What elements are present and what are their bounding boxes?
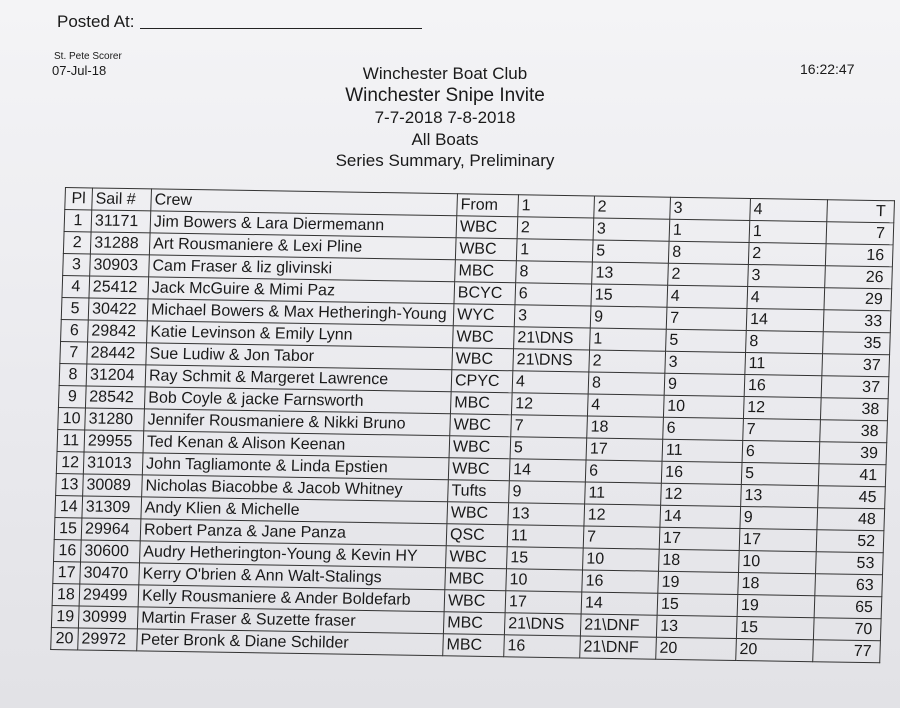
race-2-cell: 4 xyxy=(587,394,664,417)
club-cell: BCYC xyxy=(454,282,516,305)
race-4-cell: 20 xyxy=(736,638,814,661)
race-4-cell: 4 xyxy=(747,286,825,309)
race-3-cell: 17 xyxy=(659,527,740,550)
total-cell: 45 xyxy=(818,486,886,509)
total-cell: 52 xyxy=(816,530,884,553)
club-cell: WBC xyxy=(453,326,515,349)
race-1-cell: 3 xyxy=(514,305,591,328)
sail-number-cell: 30470 xyxy=(80,562,140,585)
race-3-cell: 12 xyxy=(661,483,742,506)
posted-at-blank-line xyxy=(140,28,422,29)
race-1-cell: 4 xyxy=(512,371,589,394)
col-header-from: From xyxy=(457,194,519,217)
crew-cell: Katie Levinson & Emily Lynn xyxy=(147,321,454,348)
sail-number-cell: 30903 xyxy=(90,254,150,277)
club-cell: Tufts xyxy=(448,480,510,503)
sail-number-cell: 29955 xyxy=(84,430,144,453)
race-3-cell: 9 xyxy=(664,373,745,396)
sail-number-cell: 29964 xyxy=(81,518,141,541)
sail-number-cell: 25412 xyxy=(89,276,149,299)
total-cell: 38 xyxy=(820,420,888,443)
col-header-total: T xyxy=(827,200,895,223)
place-cell: 7 xyxy=(60,342,88,364)
total-cell: 48 xyxy=(817,508,885,531)
race-4-cell: 11 xyxy=(745,352,823,375)
race-3-cell: 16 xyxy=(661,461,742,484)
event-dates: 7-7-2018 7-8-2018 xyxy=(374,108,516,127)
club-title: Winchester Boat Club xyxy=(362,64,528,83)
race-1-cell: 1 xyxy=(516,239,593,262)
crew-cell: Audry Hetherington-Young & Kevin HY xyxy=(140,541,447,568)
total-cell: 16 xyxy=(825,244,893,267)
race-1-cell: 11 xyxy=(507,525,584,548)
summary-label: Series Summary, Preliminary xyxy=(335,151,555,170)
place-cell: 3 xyxy=(63,254,91,276)
club-cell: WBC xyxy=(448,458,510,481)
sail-number-cell: 29842 xyxy=(88,320,148,343)
total-cell: 29 xyxy=(824,288,892,311)
sail-number-cell: 28442 xyxy=(87,342,147,365)
club-cell: CPYC xyxy=(451,370,513,393)
race-4-cell: 9 xyxy=(740,506,818,529)
sail-number-cell: 30089 xyxy=(83,474,143,497)
race-3-cell: 5 xyxy=(666,329,747,352)
race-3-cell: 4 xyxy=(667,285,748,308)
crew-cell: Nicholas Biacobbe & Jacob Whitney xyxy=(142,475,449,502)
race-2-cell: 10 xyxy=(583,548,660,571)
club-cell: WBC xyxy=(446,546,508,569)
crew-cell: Bob Coyle & jacke Farnsworth xyxy=(144,387,451,414)
race-3-cell: 15 xyxy=(657,593,738,616)
sail-number-cell: 29499 xyxy=(79,584,139,607)
club-cell: WBC xyxy=(449,436,511,459)
race-3-cell: 10 xyxy=(663,395,744,418)
place-cell: 8 xyxy=(59,364,87,386)
race-2-cell: 18 xyxy=(587,416,664,439)
race-1-cell: 16 xyxy=(504,635,581,658)
race-3-cell: 11 xyxy=(662,439,743,462)
race-1-cell: 21\DNS xyxy=(514,327,591,350)
col-header-race-3: 3 xyxy=(670,197,751,220)
sail-number-cell: 31288 xyxy=(90,232,150,255)
race-4-cell: 16 xyxy=(744,374,822,397)
sail-number-cell: 31013 xyxy=(83,452,143,475)
place-cell: 1 xyxy=(64,210,92,232)
event-title: Winchester Snipe Invite xyxy=(345,85,545,106)
place-cell: 11 xyxy=(57,430,85,452)
race-2-cell: 15 xyxy=(591,284,668,307)
total-cell: 37 xyxy=(822,354,890,377)
race-2-cell: 13 xyxy=(592,262,669,285)
total-cell: 33 xyxy=(823,310,891,333)
race-1-cell: 8 xyxy=(516,261,593,284)
crew-cell: John Tagliamonte & Linda Epstien xyxy=(142,453,449,480)
club-cell: QSC xyxy=(446,524,508,547)
race-4-cell: 13 xyxy=(741,484,819,507)
race-3-cell: 6 xyxy=(663,417,744,440)
results-body xyxy=(51,210,894,663)
total-cell: 35 xyxy=(823,332,891,355)
race-1-cell: 9 xyxy=(509,481,586,504)
race-1-cell: 5 xyxy=(510,437,587,460)
place-cell: 9 xyxy=(58,386,86,408)
crew-cell: Jennifer Rousmaniere & Nikki Bruno xyxy=(144,409,451,436)
race-2-cell: 21\DNF xyxy=(580,614,657,637)
place-cell: 18 xyxy=(52,584,80,606)
race-2-cell: 3 xyxy=(593,218,670,241)
club-cell: MBC xyxy=(450,392,512,415)
race-4-cell: 8 xyxy=(746,330,824,353)
total-cell: 77 xyxy=(813,640,881,663)
scorer-name: St. Pete Scorer xyxy=(54,51,122,62)
total-cell: 38 xyxy=(820,398,888,421)
race-4-cell: 19 xyxy=(737,594,815,617)
crew-cell: Sue Ludiw & Jon Tabor xyxy=(146,343,453,370)
place-cell: 13 xyxy=(56,474,84,496)
crew-cell: Art Rousmaniere & Lexi Pline xyxy=(149,233,456,260)
race-2-cell: 6 xyxy=(585,460,662,483)
total-cell: 41 xyxy=(818,464,886,487)
fleet-label: All Boats xyxy=(411,130,479,149)
race-1-cell: 12 xyxy=(511,393,588,416)
place-cell: 20 xyxy=(51,628,79,650)
race-4-cell: 10 xyxy=(739,550,817,573)
crew-cell: Cam Fraser & liz glivinski xyxy=(149,255,456,282)
race-3-cell: 1 xyxy=(669,219,750,242)
race-1-cell: 17 xyxy=(505,591,582,614)
race-4-cell: 18 xyxy=(738,572,816,595)
club-cell: MBC xyxy=(443,634,505,657)
race-3-cell: 3 xyxy=(665,351,746,374)
race-4-cell: 15 xyxy=(736,616,814,639)
crew-cell: Kelly Rousmaniere & Ander Boldefarb xyxy=(138,585,445,612)
club-cell: MBC xyxy=(455,260,517,283)
race-4-cell: 1 xyxy=(749,220,827,243)
race-2-cell: 17 xyxy=(586,438,663,461)
sail-number-cell: 31309 xyxy=(82,496,142,519)
crew-cell: Jack McGuire & Mimi Paz xyxy=(148,277,455,304)
race-3-cell: 14 xyxy=(660,505,741,528)
race-1-cell: 6 xyxy=(515,283,592,306)
race-2-cell: 5 xyxy=(592,240,669,263)
total-cell: 7 xyxy=(826,222,894,245)
crew-cell: Jim Bowers & Lara Diermemann xyxy=(150,211,457,238)
race-4-cell: 3 xyxy=(748,264,826,287)
crew-cell: Robert Panza & Jane Panza xyxy=(140,519,447,546)
sail-number-cell: 30422 xyxy=(88,298,148,321)
race-3-cell: 18 xyxy=(659,549,740,572)
col-header-sail: Sail # xyxy=(92,188,152,211)
sail-number-cell: 29972 xyxy=(78,628,138,651)
race-4-cell: 6 xyxy=(742,440,820,463)
crew-cell: Kerry O'brien & Ann Walt-Stalings xyxy=(139,563,446,590)
race-2-cell: 21\DNF xyxy=(580,636,657,659)
race-2-cell: 16 xyxy=(582,570,659,593)
race-1-cell: 21\DNS xyxy=(513,349,590,372)
place-cell: 4 xyxy=(62,276,90,298)
total-cell: 65 xyxy=(814,596,882,619)
race-3-cell: 19 xyxy=(658,571,739,594)
place-cell: 2 xyxy=(63,232,91,254)
total-cell: 26 xyxy=(825,266,893,289)
club-cell: WBC xyxy=(455,238,517,261)
sail-number-cell: 31171 xyxy=(91,210,151,233)
race-4-cell: 5 xyxy=(741,462,819,485)
race-3-cell: 2 xyxy=(668,263,749,286)
place-cell: 14 xyxy=(55,496,83,518)
club-cell: WBC xyxy=(452,348,514,371)
total-cell: 53 xyxy=(816,552,884,575)
race-4-cell: 2 xyxy=(748,242,826,265)
race-1-cell: 15 xyxy=(507,547,584,570)
col-header-race-4: 4 xyxy=(750,198,828,221)
race-1-cell: 7 xyxy=(511,415,588,438)
race-3-cell: 20 xyxy=(656,637,737,660)
place-cell: 19 xyxy=(51,606,79,628)
club-cell: WBC xyxy=(447,502,509,525)
race-3-cell: 8 xyxy=(668,241,749,264)
race-2-cell: 2 xyxy=(589,350,666,373)
results-table xyxy=(50,187,895,663)
col-header-place: Pl xyxy=(65,188,93,210)
sail-number-cell: 30600 xyxy=(81,540,141,563)
col-header-crew: Crew xyxy=(151,189,458,216)
col-header-race-1: 1 xyxy=(518,195,595,218)
race-2-cell: 9 xyxy=(590,306,667,329)
club-cell: MBC xyxy=(443,612,505,635)
race-2-cell: 7 xyxy=(583,526,660,549)
race-2-cell: 14 xyxy=(581,592,658,615)
place-cell: 17 xyxy=(53,562,81,584)
place-cell: 10 xyxy=(58,408,86,430)
posted-at-label: Posted At: xyxy=(57,12,135,31)
race-1-cell: 2 xyxy=(517,217,594,240)
total-cell: 70 xyxy=(813,618,881,641)
race-2-cell: 8 xyxy=(588,372,665,395)
crew-cell: Martin Fraser & Suzette fraser xyxy=(137,607,444,634)
place-cell: 6 xyxy=(61,320,89,342)
sail-number-cell: 31204 xyxy=(86,364,146,387)
race-4-cell: 12 xyxy=(743,396,821,419)
race-1-cell: 13 xyxy=(508,503,585,526)
race-4-cell: 17 xyxy=(739,528,817,551)
race-2-cell: 1 xyxy=(590,328,667,351)
report-time: 16:22:47 xyxy=(800,61,855,77)
sail-number-cell: 31280 xyxy=(85,408,145,431)
crew-cell: Michael Bowers & Max Hetheringh-Young xyxy=(147,299,454,326)
race-3-cell: 7 xyxy=(666,307,747,330)
race-1-cell: 21\DNS xyxy=(504,613,581,636)
place-cell: 15 xyxy=(54,518,82,540)
race-4-cell: 14 xyxy=(746,308,824,331)
total-cell: 63 xyxy=(815,574,883,597)
place-cell: 12 xyxy=(56,452,84,474)
place-cell: 16 xyxy=(54,540,82,562)
club-cell: WBC xyxy=(456,216,518,239)
total-cell: 37 xyxy=(821,376,889,399)
total-cell: 39 xyxy=(819,442,887,465)
sail-number-cell: 28542 xyxy=(85,386,145,409)
race-2-cell: 11 xyxy=(585,482,662,505)
club-cell: MBC xyxy=(445,568,507,591)
club-cell: WBC xyxy=(444,590,506,613)
sail-number-cell: 30999 xyxy=(78,606,138,629)
col-header-race-2: 2 xyxy=(594,196,671,219)
report-date: 07-Jul-18 xyxy=(52,63,107,78)
race-1-cell: 14 xyxy=(509,459,586,482)
crew-cell: Andy Klien & Michelle xyxy=(141,497,448,524)
crew-cell: Ted Kenan & Alison Keenan xyxy=(143,431,450,458)
crew-cell: Peter Bronk & Diane Schilder xyxy=(137,629,444,656)
place-cell: 5 xyxy=(61,298,89,320)
race-1-cell: 10 xyxy=(506,569,583,592)
race-2-cell: 12 xyxy=(584,504,661,527)
race-4-cell: 7 xyxy=(743,418,821,441)
race-3-cell: 13 xyxy=(656,615,737,638)
crew-cell: Ray Schmit & Margeret Lawrence xyxy=(145,365,452,392)
club-cell: WYC xyxy=(453,304,515,327)
club-cell: WBC xyxy=(450,414,512,437)
